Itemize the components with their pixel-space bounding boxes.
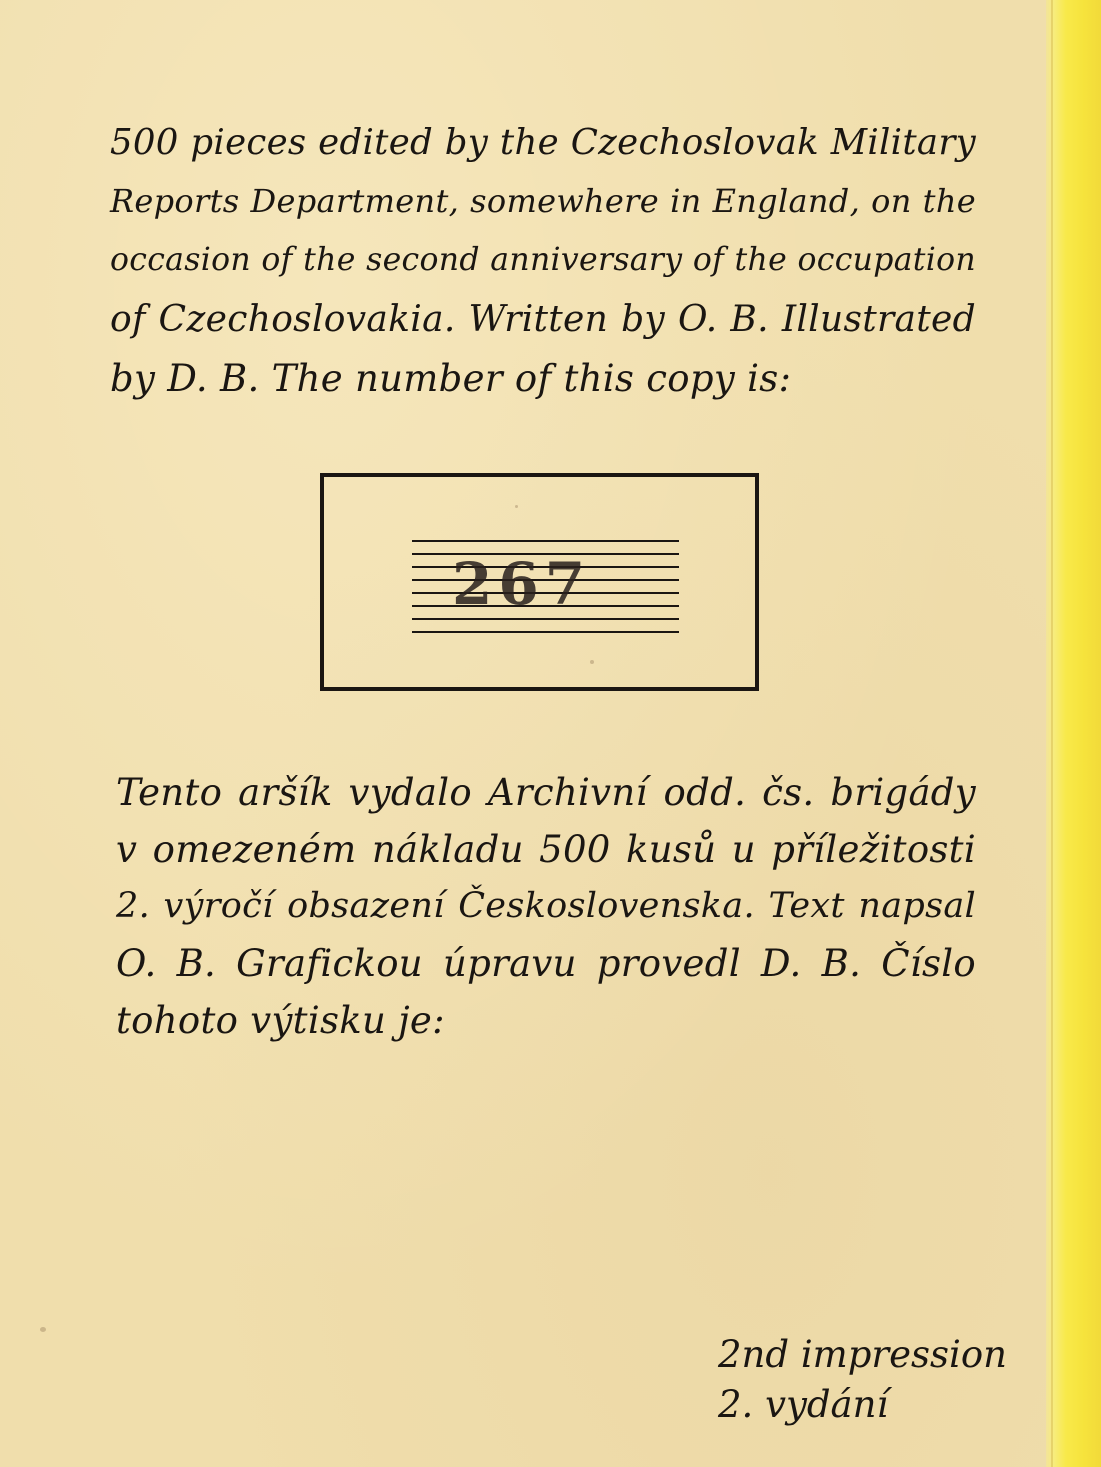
impression-en: 2nd impression [718, 1333, 1007, 1376]
edition-note [718, 1330, 1007, 1430]
ruled-lines [412, 540, 679, 634]
english-colophon [110, 113, 976, 408]
english-line: by D. B. The number of this copy is: [110, 357, 792, 400]
paper-speck [40, 1327, 46, 1332]
czech-line: tohoto výtisku je: [116, 999, 445, 1042]
czech-line: O. B. Grafickou úpravu provedl D. B. Číslo [116, 942, 976, 985]
paper-speck [515, 505, 518, 508]
rule-line [412, 631, 679, 633]
paper-speck [590, 660, 594, 664]
english-line: of Czechoslovakia. Written by O. B. Illustrated [110, 299, 976, 340]
english-line: 500 pieces edited by the Czechoslovak Military [110, 122, 976, 163]
rule-line [412, 540, 679, 542]
english-line: occasion of the second anniversary of the occupation [110, 242, 976, 278]
copy-number-box [320, 473, 759, 691]
czech-line: Tento aršík vydalo Archivní odd. čs. brigády [116, 771, 976, 814]
czech-line: v omezeném nákladu 500 kusů u příležitosti [116, 828, 976, 871]
impression-cz: 2. vydání [718, 1383, 889, 1426]
czech-colophon [116, 764, 976, 1049]
page-edge-line [1051, 0, 1053, 1467]
rule-line [412, 618, 679, 620]
english-line: Reports Department, somewhere in England, on the [110, 182, 976, 220]
czech-line: 2. výročí obsazení Československa. Text napsal [116, 886, 976, 926]
page-edge-yellow [1046, 0, 1101, 1467]
copy-number-stamp: 267 [452, 550, 592, 618]
